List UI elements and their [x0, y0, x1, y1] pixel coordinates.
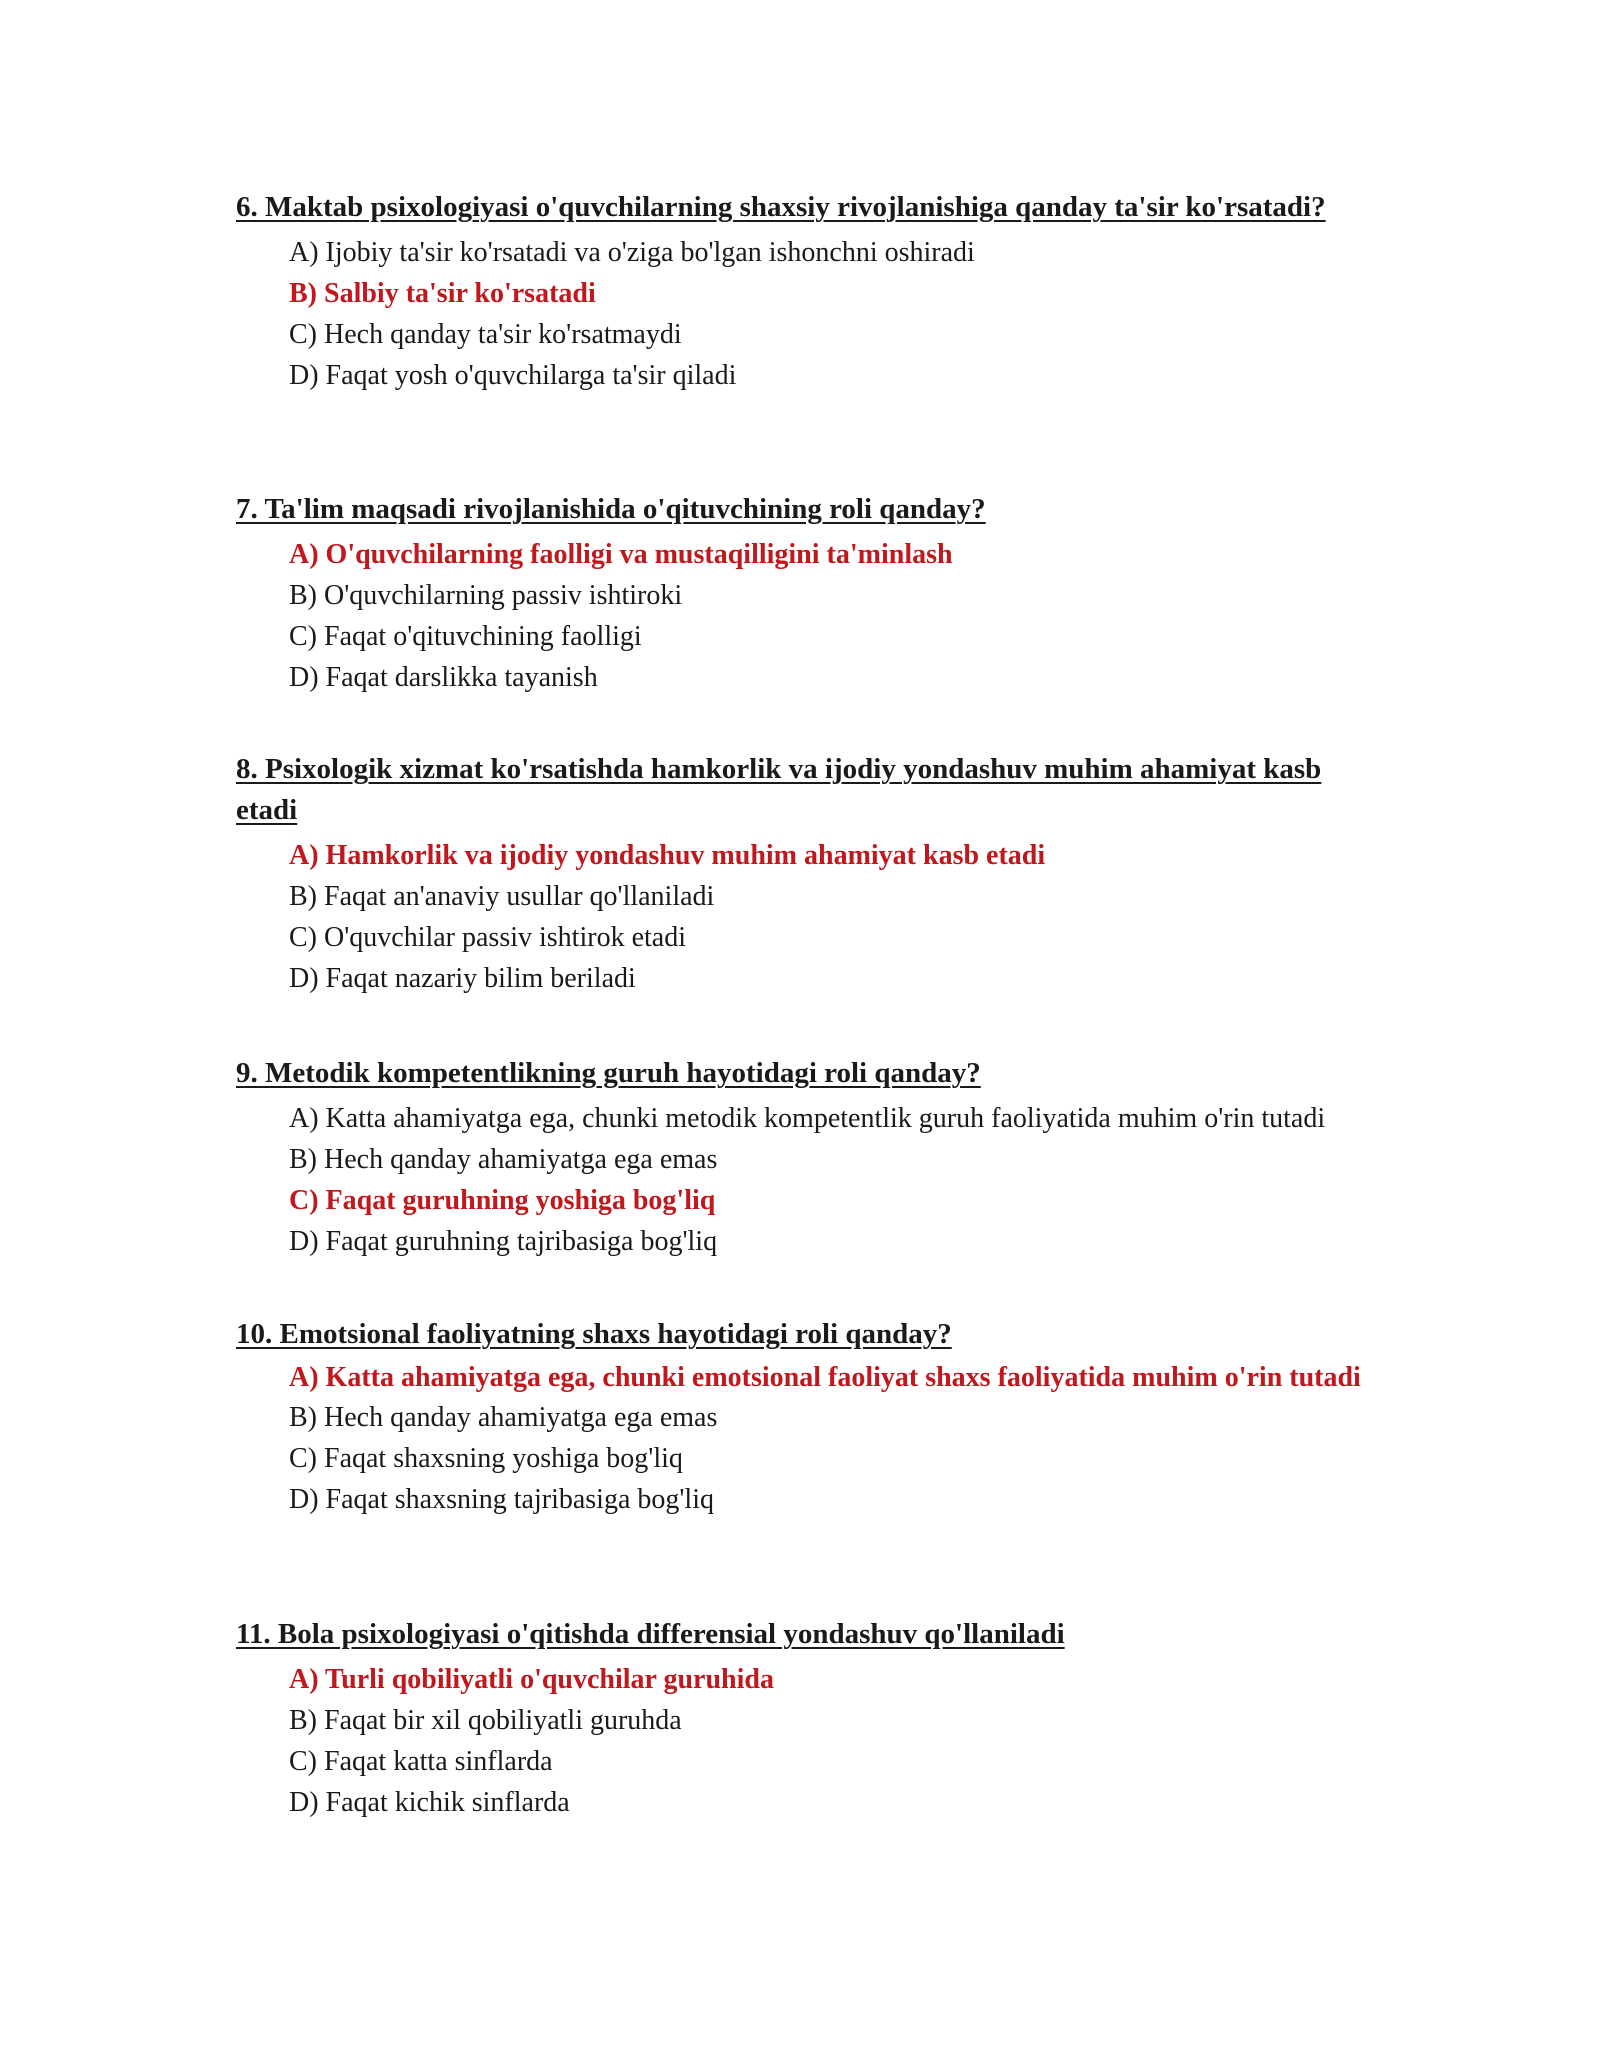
option-a-correct: A) Katta ahamiyatga ega, chunki emotsional faoliyat shaxs faoliyatida muhim o'rin tutadi	[289, 1362, 1361, 1393]
option-a-correct: A) O'quvchilarning faolligi va mustaqilligini ta'minlash	[289, 539, 953, 570]
option-d: D) Faqat kichik sinflarda	[289, 1787, 570, 1818]
option-d: D) Faqat shaxsning tajribasiga bog'liq	[289, 1484, 714, 1515]
question-title: 8. Psixologik xizmat ko'rsatishda hamkorlik va ijodiy yondashuv muhim ahamiyat kasb etadi	[236, 753, 1322, 826]
option-list	[289, 835, 1366, 999]
option-list	[289, 534, 1366, 698]
option-c-correct: C) Faqat guruhning yoshiga bog'liq	[289, 1185, 716, 1216]
question-9	[236, 1053, 1366, 1262]
question-title: 11. Bola psixologiyasi o'qitishda differensial yondashuv qo'llaniladi	[236, 1618, 1065, 1650]
option-b: B) O'quvchilarning passiv ishtiroki	[289, 580, 683, 611]
option-list	[289, 232, 1366, 396]
option-b: B) Faqat an'anaviy usullar qo'llaniladi	[289, 881, 715, 912]
question-title: 10. Emotsional faoliyatning shaxs hayotidagi roli qanday?	[236, 1318, 952, 1350]
option-a: A) Katta ahamiyatga ega, chunki metodik kompetentlik guruh faoliyatida muhim o'rin tutadi	[289, 1103, 1326, 1134]
question-11	[236, 1614, 1366, 1823]
option-c: C) Hech qanday ta'sir ko'rsatmaydi	[289, 319, 682, 350]
option-list	[289, 1098, 1366, 1262]
option-b: B) Hech qanday ahamiyatga ega emas	[289, 1144, 718, 1175]
question-title: 9. Metodik kompetentlikning guruh hayotidagi roli qanday?	[236, 1057, 981, 1089]
option-b: B) Faqat bir xil qobiliyatli guruhda	[289, 1705, 682, 1736]
option-d: D) Faqat darslikka tayanish	[289, 662, 598, 693]
option-b-correct: B) Salbiy ta'sir ko'rsatadi	[289, 278, 596, 309]
option-d: D) Faqat nazariy bilim beriladi	[289, 963, 636, 994]
option-c: C) Faqat katta sinflarda	[289, 1746, 553, 1777]
option-a: A) Ijobiy ta'sir ko'rsatadi va o'ziga bo'lgan ishonchni oshiradi	[289, 237, 975, 268]
option-a-correct: A) Turli qobiliyatli o'quvchilar guruhida	[289, 1664, 774, 1695]
option-list	[289, 1359, 1366, 1520]
question-title: 7. Ta'lim maqsadi rivojlanishida o'qituvchining roli qanday?	[236, 493, 986, 525]
option-a-correct: A) Hamkorlik va ijodiy yondashuv muhim ahamiyat kasb etadi	[289, 840, 1046, 871]
question-10	[236, 1314, 1366, 1520]
question-title: 6. Maktab psixologiyasi o'quvchilarning shaxsiy rivojlanishiga qanday ta'sir ko'rsatadi?	[236, 191, 1326, 223]
option-c: C) O'quvchilar passiv ishtirok etadi	[289, 922, 686, 953]
option-c: C) Faqat o'qituvchining faolligi	[289, 621, 642, 652]
option-list	[289, 1659, 1366, 1823]
option-b: B) Hech qanday ahamiyatga ega emas	[289, 1402, 718, 1433]
question-6	[236, 187, 1366, 396]
option-d: D) Faqat guruhning tajribasiga bog'liq	[289, 1226, 718, 1257]
question-8	[236, 749, 1366, 999]
question-7	[236, 489, 1366, 698]
option-d: D) Faqat yosh o'quvchilarga ta'sir qiladi	[289, 360, 737, 391]
option-c: C) Faqat shaxsning yoshiga bog'liq	[289, 1443, 683, 1474]
